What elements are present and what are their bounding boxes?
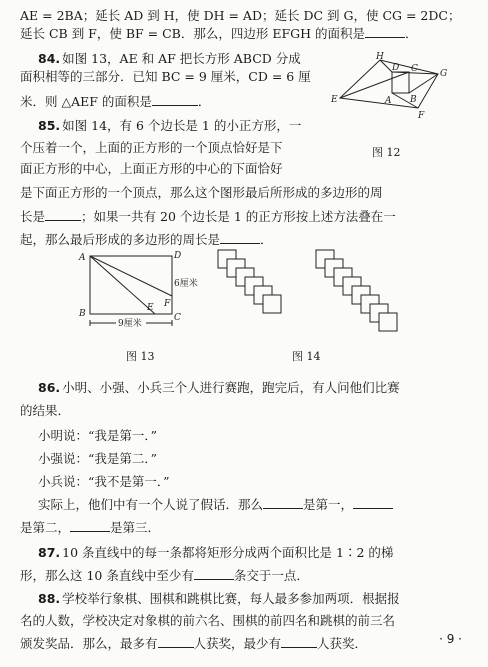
question-84: 84. 如图 13，AE 和 AF 把长方形 ABCD 分成 <box>38 51 301 66</box>
figure-13 <box>76 248 201 340</box>
answer-blank[interactable] <box>365 26 405 38</box>
text-line: 起，那么最后形成的多边形的周长是 ． <box>20 232 273 247</box>
answer-blank[interactable] <box>45 209 81 221</box>
label-b: B <box>410 95 417 105</box>
label-9cm: 9厘米 <box>118 319 142 329</box>
text-line: 小强说：“我是第二．” <box>38 451 158 466</box>
label-a: A <box>385 96 392 106</box>
text-line: 面积相等的三部分．已知 BC = 9 厘米，CD = 6 厘 <box>20 69 311 84</box>
label-d: D <box>174 251 182 261</box>
text-line: 形，那么这 10 条直线中至少有 条交于一点． <box>20 568 309 583</box>
figure-14 <box>212 246 442 338</box>
answer-blank[interactable] <box>152 94 198 106</box>
rect-abcd <box>90 256 172 314</box>
figure-13-caption: 图 13 <box>126 350 155 363</box>
text-line: 个压着一个，上面的正方形的一个顶点恰好是下 <box>20 140 283 155</box>
text-line: 名的人数，学校决定对象棋的前六名、围棋的前四名和跳棋的前三名 <box>20 613 396 628</box>
text-line: AE = 2BA；延长 AD 到 H，使 DH = AD；延长 DC 到 G，使 CG = 2DC； <box>20 8 461 23</box>
label-f: F <box>164 299 171 309</box>
label-c: C <box>411 64 418 74</box>
label-d: D <box>392 63 400 73</box>
label-h: H <box>376 52 384 62</box>
label-b: B <box>79 309 86 319</box>
text-line: 是第二， 是第三． <box>20 520 161 535</box>
figure-12 <box>330 52 455 132</box>
answer-blank[interactable] <box>281 636 317 648</box>
text-line: 面正方形的中心，上面正方形的中心的下面恰好 <box>20 161 283 176</box>
text-line: 实际上，他们中有一个人说了假话．那么 是第一， <box>38 497 488 512</box>
text-line: 的结果． <box>20 403 71 418</box>
text-line: 颁发奖品．那么，最多有 人获奖，最少有 人获奖． <box>20 636 368 651</box>
label-g: G <box>440 69 448 79</box>
figure-14-caption: 图 14 <box>292 350 321 363</box>
answer-blank[interactable] <box>194 568 234 580</box>
label-e: E <box>331 95 338 105</box>
text-line: 米．则 △AEF 的面积是 ． <box>20 94 211 109</box>
answer-blank[interactable] <box>158 636 194 648</box>
text-line: 延长 CB 到 F，使 BF = CB．那么，四边形 EFGH 的面积是 ． <box>20 26 418 41</box>
label-a: A <box>79 253 86 263</box>
text-line: 小明说：“我是第一．” <box>38 428 158 443</box>
question-87: 87. 10 条直线中的每一条都将矩形分成两个面积比是 1∶2 的梯 <box>38 545 394 560</box>
answer-blank[interactable] <box>220 232 260 244</box>
label-e: E <box>147 303 154 313</box>
answer-blank[interactable] <box>263 497 303 509</box>
text-line: 是下面正方形的一个顶点，那么这个图形最后所形成的多边形的周 <box>20 185 383 200</box>
label-6cm: 6厘米 <box>174 279 198 289</box>
label-c: C <box>174 313 181 323</box>
question-88: 88. 学校举行象棋、围棋和跳棋比赛，每人最多参加两项．根据报 <box>38 591 400 606</box>
page-number: · 9 · <box>439 632 462 646</box>
answer-blank[interactable] <box>70 520 110 532</box>
figure-12-caption: 图 12 <box>372 146 401 159</box>
text-line: 小兵说：“我不是第一．” <box>38 474 170 489</box>
answer-blank[interactable] <box>353 497 393 509</box>
text-line: 长是 ；如果一共有 20 个边长是 1 的正方形按上述方法叠在一 <box>20 209 396 224</box>
question-85: 85. 如图 14，有 6 个边长是 1 的小正方形，一 <box>38 118 302 133</box>
question-86: 86. 小明、小强、小兵三个人进行赛跑，跑完后，有人问他们比赛 <box>38 380 400 395</box>
label-f: F <box>418 111 425 121</box>
